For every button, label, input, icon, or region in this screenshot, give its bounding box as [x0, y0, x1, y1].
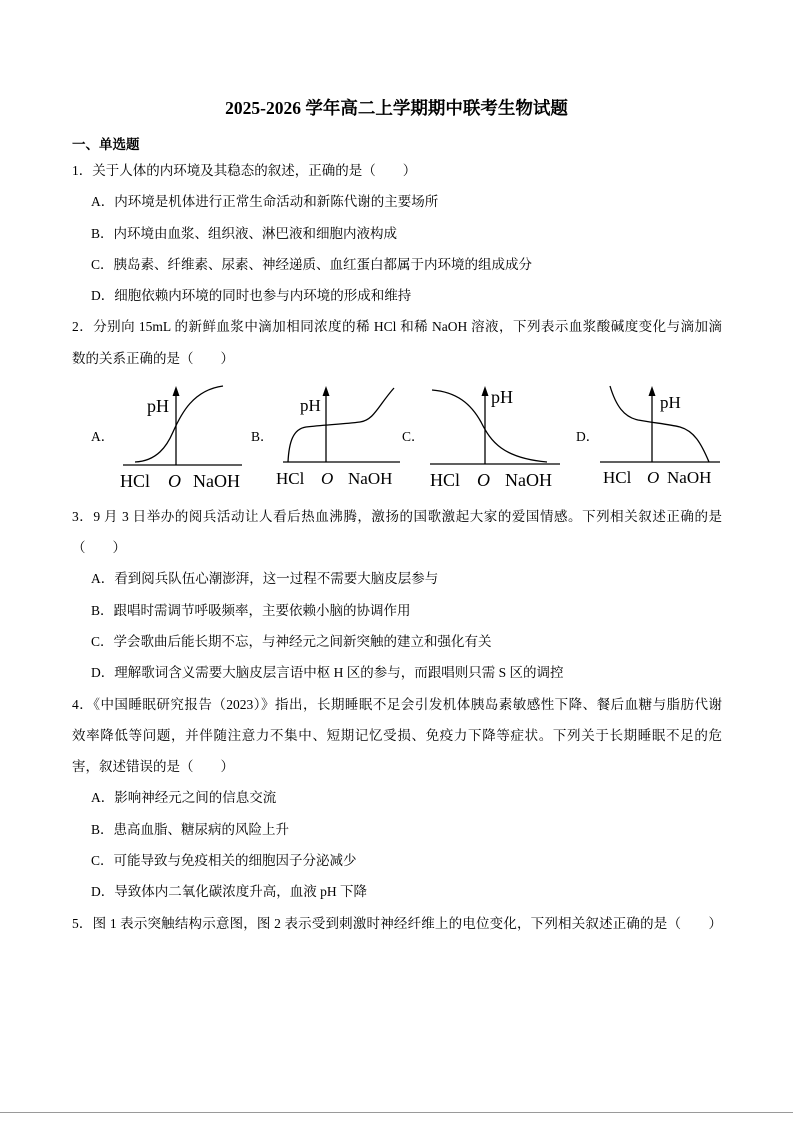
question-2-option-b-letter: B．: [251, 429, 274, 445]
option-text: 患高血脂、糖尿病的风险上升: [113, 821, 290, 837]
option-letter: B．: [91, 225, 114, 241]
question-number: 5．: [72, 915, 93, 931]
y-axis-label: pH: [491, 387, 513, 408]
question-stem-text: 数的关系正确的是（ ）: [72, 350, 234, 366]
question-1-option-c: [72, 249, 727, 280]
question-4-option-a: [72, 782, 727, 813]
option-text: 影响神经元之间的信息交流: [114, 790, 277, 806]
option-letter: D．: [91, 288, 115, 304]
x-left-label: HCl: [430, 470, 461, 491]
y-axis-arrow-icon: [173, 386, 180, 396]
question-stem-text: 《中国睡眠研究报告（2023）》指出，长期睡眠不足会引发机体胰岛素敏感性下降、餐后血糖与脂肪代谢: [93, 696, 722, 712]
question-stem-text: 关于人体的内环境及其稳态的叙述，正确的是（ ）: [92, 163, 417, 178]
x-right-label: NaOH: [505, 470, 552, 491]
section-heading: 一、单选题: [72, 137, 140, 152]
question-1-option-b: [72, 218, 727, 249]
option-text: 理解歌词含义需要大脑皮层言语中枢 H 区的参与，而跟唱则只需 S 区的调控: [114, 665, 564, 681]
question-4-stem-continued: [72, 720, 722, 751]
question-3-option-d: [72, 657, 727, 688]
option-letter: C．: [91, 256, 114, 272]
question-number: 2．: [72, 319, 94, 335]
question-5-stem: [72, 908, 722, 939]
question-stem-text: 分别向 15mL 的新鲜血浆中滴加相同浓度的稀 HCl 和稀 NaOH 溶液，下列表示血浆酸碱度变化与滴加滴: [93, 319, 722, 335]
question-stem-text: 害，叙述错误的是（ ）: [72, 759, 234, 775]
option-letter: B．: [91, 821, 114, 837]
y-axis-label: pH: [300, 396, 321, 416]
x-left-label: HCl: [276, 469, 305, 489]
option-letter: D．: [91, 665, 115, 681]
option-text: 胰岛素、纤维素、尿素、神经递质、血红蛋白都属于内环境的组成成分: [113, 256, 533, 272]
question-number: 1．: [72, 163, 93, 178]
x-left-label: HCl: [120, 471, 151, 492]
x-left-label: HCl: [603, 468, 632, 488]
option-text: 可能导致与免疫相关的细胞因子分泌减少: [113, 853, 357, 869]
question-3-option-b: [72, 595, 727, 626]
origin-label: O: [168, 471, 181, 492]
question-4-option-d: [72, 876, 727, 907]
x-right-label: NaOH: [667, 468, 712, 488]
option-letter: A．: [91, 571, 115, 587]
question-1-option-d: [72, 280, 727, 311]
y-axis-label: pH: [660, 393, 681, 413]
origin-label: O: [477, 470, 490, 491]
question-4-stem: [72, 689, 722, 720]
option-text: 内环境是机体进行正常生命活动和新陈代谢的主要场所: [114, 194, 439, 210]
question-2-graph-options: [72, 374, 727, 501]
option-letter: A．: [91, 790, 115, 806]
question-2-option-c-graph: [425, 380, 565, 495]
question-2-option-a-graph: [115, 380, 250, 495]
question-2-option-c-letter: C．: [402, 429, 425, 445]
page-bottom-rule: [0, 1112, 793, 1113]
option-text: 跟唱时需调节呼吸频率，主要依赖小脑的协调作用: [113, 602, 411, 618]
question-3-stem-continued: [72, 532, 727, 563]
exam-title: 2025-2026 学年高二上学期期中联考生物试题: [225, 98, 568, 118]
question-list: [72, 155, 727, 939]
question-1-option-a: [72, 186, 727, 217]
option-text: 学会歌曲后能长期不忘，与神经元之间新突触的建立和强化有关: [113, 633, 492, 649]
option-text: 细胞依赖内环境的同时也参与内环境的形成和维持: [114, 288, 412, 304]
question-stem-text: （ ）: [72, 540, 126, 556]
question-4-stem-end: [72, 751, 727, 782]
question-number: 3．: [72, 508, 94, 524]
question-stem-text: 9 月 3 日举办的阅兵活动让人看后热血沸腾，激扬的国歌激起大家的爱国情感。下列相关叙述正确的是: [93, 508, 723, 524]
origin-label: O: [647, 468, 660, 488]
y-axis-arrow-icon: [323, 386, 330, 396]
question-stem-text: 图 1 表示突触结构示意图，图 2 表示受到刺激时神经纤维上的电位变化，下列相关叙述正确的是（ ）: [92, 915, 723, 931]
question-1-stem: [72, 155, 727, 186]
question-3-option-c: [72, 626, 727, 657]
question-2-option-d-graph: [598, 380, 726, 495]
question-3-stem: [72, 501, 722, 532]
question-2-stem-continued: [72, 343, 727, 374]
question-2-option-b-graph: [272, 380, 407, 495]
origin-label: O: [321, 469, 334, 489]
option-text: 导致体内二氧化碳浓度升高，血液 pH 下降: [114, 884, 367, 900]
option-text: 内环境由血浆、组织液、淋巴液和细胞内液构成: [113, 225, 398, 241]
question-3-option-a: [72, 563, 727, 594]
ph-curve: [432, 390, 547, 462]
option-letter: C．: [91, 633, 114, 649]
y-axis-arrow-icon: [649, 386, 656, 396]
question-2-stem: [72, 311, 722, 342]
question-2-option-d-letter: D．: [576, 429, 600, 445]
option-letter: A．: [91, 194, 115, 210]
option-letter: B．: [91, 602, 114, 618]
question-4-option-c: [72, 845, 727, 876]
y-axis-label: pH: [147, 396, 169, 417]
x-right-label: NaOH: [348, 469, 393, 489]
question-number: 4．: [72, 696, 94, 712]
option-letter: C．: [91, 853, 114, 869]
option-text: 看到阅兵队伍心潮澎湃，这一过程不需要大脑皮层参与: [114, 571, 439, 587]
option-letter: D．: [91, 884, 115, 900]
question-4-option-b: [72, 814, 727, 845]
y-axis-arrow-icon: [482, 386, 489, 396]
x-right-label: NaOH: [193, 471, 240, 492]
question-2-option-a-letter: A．: [91, 429, 115, 445]
question-stem-text: 效率降低等问题，并伴随注意力不集中、短期记忆受损、免疫力下降等症状。下列关于长期睡眠不足的危: [72, 727, 722, 743]
